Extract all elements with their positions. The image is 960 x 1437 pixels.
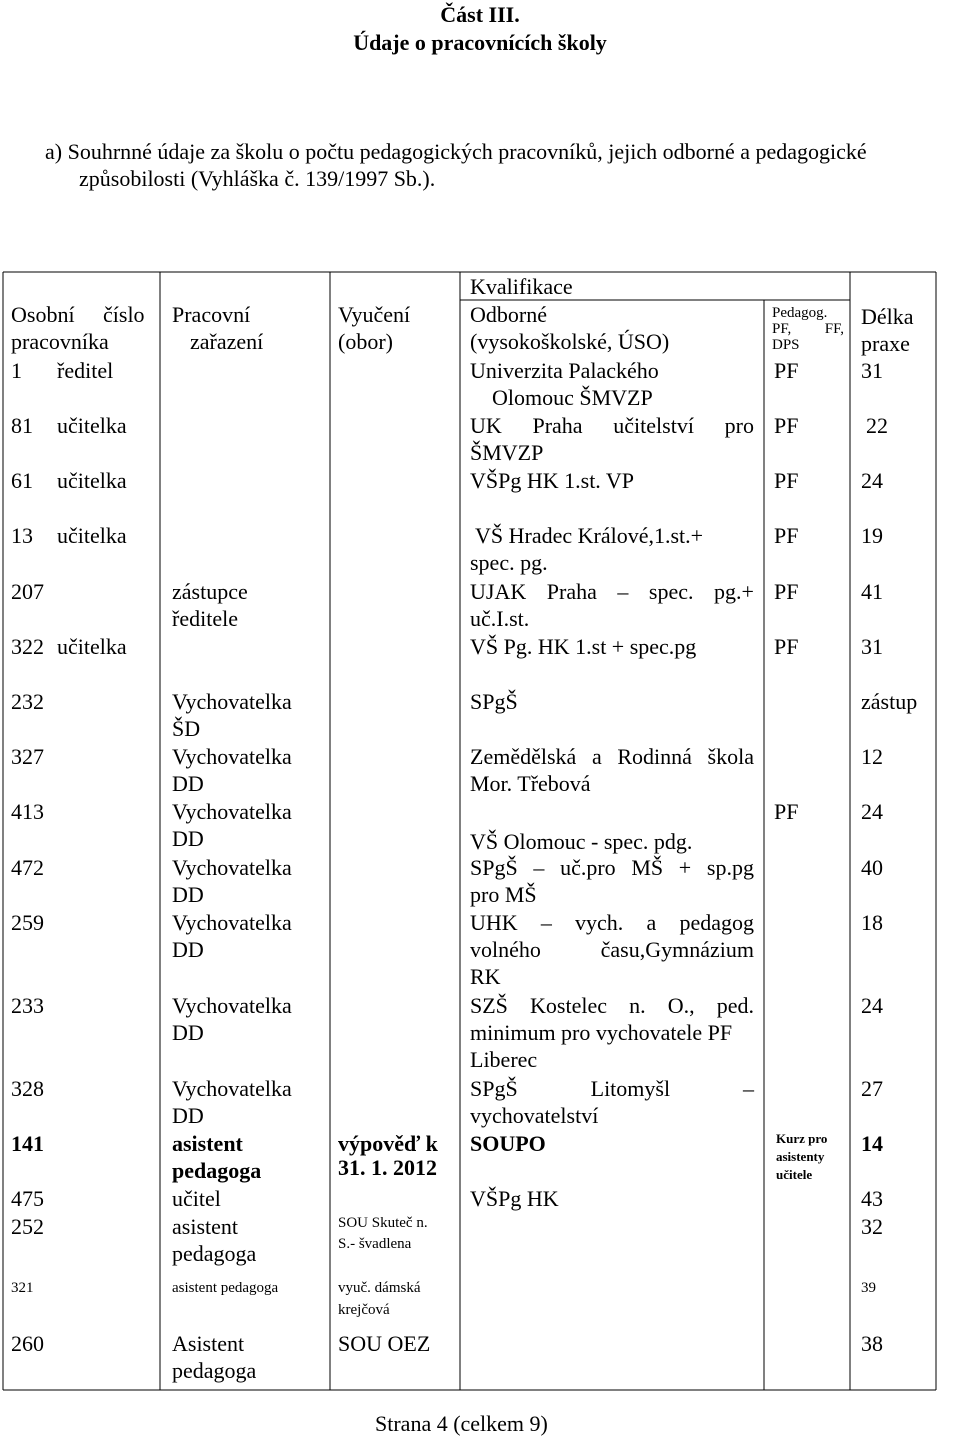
row6-number: 322 [11, 634, 44, 659]
row11-role-1: Vychovatelka [172, 910, 292, 935]
row9-number: 413 [11, 799, 44, 824]
row5-role-1: zástupce [172, 579, 248, 604]
row4-praxe: 19 [861, 523, 883, 548]
row3-role: učitelka [57, 468, 127, 493]
row18-role-1: Asistent [172, 1331, 245, 1356]
row16-role-1: asistent [172, 1214, 238, 1239]
row16-number: 252 [11, 1214, 44, 1239]
row10-odborne-1f: sp.pg [706, 855, 754, 880]
row14-pedagog-3: učitele [776, 1167, 813, 1182]
row14-vyuceni-1: výpověď k [338, 1131, 438, 1156]
header-vyuceni: Vyučení [338, 302, 411, 327]
row13-odborne-1b: Litomyšl [590, 1076, 671, 1101]
row5-odborne-2: uč.I.st. [470, 606, 530, 631]
row8-role-2: DD [172, 771, 204, 796]
row6-role: učitelka [57, 634, 127, 659]
row11-odborne-1d: a [646, 910, 657, 935]
header-dps: DPS [772, 337, 800, 353]
row16-role-2: pedagoga [172, 1241, 257, 1266]
row4-odborne-2: spec. pg. [470, 550, 548, 575]
row4-role: učitelka [57, 523, 127, 548]
row1-praxe: 31 [861, 358, 883, 383]
row11-odborne-2 [470, 936, 754, 963]
row5-pedagog: PF [774, 579, 799, 604]
row10-role-2: DD [172, 882, 204, 907]
row5-odborne-1d: spec. [648, 579, 694, 604]
row14-role-2: pedagoga [172, 1158, 262, 1183]
row11-odborne-1 [470, 909, 754, 936]
row11-odborne-2a: volného [470, 937, 541, 962]
row5-odborne-1 [470, 578, 754, 605]
header-vysokoskolske: (vysokoškolské, ÚSO) [470, 329, 670, 354]
row5-odborne-1b: Praha [546, 579, 597, 604]
row18-praxe: 38 [861, 1331, 883, 1356]
row3-pedagog: PF [774, 468, 799, 493]
row9-praxe: 24 [861, 799, 883, 824]
row2-odborne-1c: učitelství [613, 413, 694, 438]
row9-pedagog: PF [774, 799, 799, 824]
row14-pedagog-1: Kurz pro [776, 1131, 828, 1146]
row2-pedagog: PF [774, 413, 799, 438]
row15-praxe: 43 [861, 1186, 883, 1211]
row18-number: 260 [11, 1331, 44, 1356]
page-number: Strana 4 (celkem 9) [375, 1411, 548, 1436]
row7-odborne: SPgŠ [470, 689, 518, 714]
row13-odborne-1c: – [742, 1076, 754, 1101]
row2-number: 81 [11, 413, 33, 438]
intro-line-2: způsobilosti (Vyhláška č. 139/1997 Sb.). [79, 166, 436, 191]
row6-pedagog: PF [774, 634, 799, 659]
row14-role-1: asistent [172, 1131, 243, 1156]
row4-number: 13 [11, 523, 33, 548]
row3-number: 61 [11, 468, 33, 493]
header-obor: (obor) [338, 329, 393, 354]
row9-odborne: VŠ Olomouc - spec. pdg. [470, 829, 693, 854]
row15-odborne: VŠPg HK [470, 1186, 559, 1211]
row3-praxe: 24 [861, 468, 883, 493]
intro-line-1: a) Souhrnné údaje za školu o počtu pedagogických pracovníků, jejich odborné a pedagogické [45, 139, 867, 164]
header-cislo: číslo [103, 302, 145, 327]
row7-praxe: zástup [861, 689, 918, 714]
row16-vyuceni-1: SOU Skuteč n. [338, 1215, 428, 1231]
row1-pedagog: PF [774, 358, 799, 383]
row10-role-1: Vychovatelka [172, 855, 292, 880]
row12-odborne-1b: Kostelec [530, 993, 607, 1018]
row8-odborne-1b: a [591, 744, 602, 769]
row12-role-2: DD [172, 1020, 204, 1045]
row16-vyuceni-2: S.- švadlena [338, 1236, 412, 1252]
header-delka: Délka [861, 304, 914, 329]
row4-pedagog: PF [774, 523, 799, 548]
header-pracovnika: pracovníka [11, 329, 109, 354]
row12-odborne-1d: O., [667, 993, 695, 1018]
row17-praxe: 39 [861, 1280, 876, 1296]
row8-odborne-1c: Rodinná [617, 744, 692, 769]
row2-role: učitelka [57, 413, 127, 438]
row10-odborne-1e: + [678, 855, 692, 880]
page-title: Údaje o pracovnících školy [353, 30, 607, 55]
row12-odborne-1 [470, 992, 754, 1019]
row10-odborne-1 [470, 854, 754, 881]
row8-role-1: Vychovatelka [172, 744, 292, 769]
header-praxe: praxe [861, 331, 910, 356]
header-kvalifikace: Kvalifikace [470, 274, 573, 299]
row11-odborne-3: RK [470, 964, 501, 989]
row10-odborne-2: pro MŠ [470, 882, 537, 907]
row5-odborne-1c: – [617, 579, 629, 604]
row13-odborne-1a: SPgŠ [470, 1076, 518, 1101]
row16-praxe: 32 [861, 1214, 883, 1239]
row8-odborne-1d: škola [707, 744, 754, 769]
row18-role-2: pedagoga [172, 1358, 257, 1383]
row12-praxe: 24 [861, 993, 883, 1018]
row12-odborne-1e: ped. [716, 993, 754, 1018]
row14-pedagog-2: asistenty [776, 1149, 825, 1164]
row5-odborne-1a: UJAK [470, 579, 527, 604]
row7-role-2: ŠD [172, 716, 201, 741]
row10-praxe: 40 [861, 855, 883, 880]
row5-role-2: ředitele [172, 606, 238, 631]
row10-odborne-1b: – [533, 855, 545, 880]
row13-role-1: Vychovatelka [172, 1076, 292, 1101]
row12-role-1: Vychovatelka [172, 993, 292, 1018]
row2-odborne-1 [470, 412, 754, 439]
row8-odborne-2: Mor. Třebová [470, 771, 591, 796]
row14-odborne: SOUPO [470, 1131, 546, 1156]
row5-praxe: 41 [861, 579, 883, 604]
row11-praxe: 18 [861, 910, 883, 935]
row9-role-2: DD [172, 826, 204, 851]
row14-number: 141 [11, 1131, 44, 1156]
header-zarazeni: zařazení [190, 329, 264, 354]
row5-odborne-1e: pg.+ [714, 579, 754, 604]
header-osobni: Osobní [11, 302, 75, 327]
row4-odborne-1: VŠ Hradec Králové,1.st.+ [475, 523, 704, 548]
row8-odborne-1 [470, 743, 754, 770]
row15-role: učitel [172, 1186, 221, 1211]
row1-role: ředitel [57, 358, 114, 383]
row13-role-2: DD [172, 1103, 204, 1128]
header-pf: PF, [772, 321, 792, 337]
row8-praxe: 12 [861, 744, 883, 769]
row11-odborne-1b: – [540, 910, 552, 935]
row13-odborne-1 [470, 1075, 754, 1102]
row2-odborne-1a: UK [470, 413, 502, 438]
row15-number: 475 [11, 1186, 44, 1211]
row10-odborne-1c: uč.pro [560, 855, 616, 880]
row12-odborne-2: minimum pro vychovatele PF [470, 1020, 733, 1045]
row10-number: 472 [11, 855, 44, 880]
row7-role-1: Vychovatelka [172, 689, 292, 714]
row14-praxe: 14 [861, 1131, 883, 1156]
part-title: Část III. [440, 2, 520, 27]
row12-odborne-1c: n. [629, 993, 646, 1018]
row3-odborne: VŠPg HK 1.st. VP [470, 468, 635, 493]
row11-odborne-2b: času,Gymnázium [600, 937, 754, 962]
row13-number: 328 [11, 1076, 44, 1101]
row12-odborne-3: Liberec [470, 1047, 538, 1072]
row10-odborne-1d: MŠ [631, 855, 664, 880]
row2-praxe: 22 [866, 413, 888, 438]
row6-praxe: 31 [861, 634, 883, 659]
row2-odborne-1b: Praha [532, 413, 583, 438]
row1-number: 1 [11, 358, 22, 383]
row18-vyuceni: SOU OEZ [338, 1331, 431, 1356]
row17-role: asistent pedagoga [172, 1280, 279, 1296]
row12-odborne-1a: SZŠ [470, 993, 508, 1018]
row17-vyuceni-2: krejčová [338, 1302, 390, 1318]
row9-role-1: Vychovatelka [172, 799, 292, 824]
row11-number: 259 [11, 910, 44, 935]
row8-odborne-1a: Zemědělská [470, 744, 577, 769]
row14-vyuceni-2: 31. 1. 2012 [338, 1155, 437, 1180]
row5-number: 207 [11, 579, 44, 604]
row2-odborne-2: ŠMVZP [470, 440, 544, 465]
row2-odborne-1d: pro [724, 413, 754, 438]
row8-number: 327 [11, 744, 44, 769]
row17-vyuceni-1: vyuč. dámská [338, 1280, 421, 1296]
row17-number: 321 [11, 1280, 34, 1296]
row11-odborne-1c: vych. [575, 910, 624, 935]
row11-odborne-1e: pedagog [679, 910, 754, 935]
row6-odborne: VŠ Pg. HK 1.st + spec.pg [470, 634, 697, 659]
row1-odborne-1: Univerzita Palackého [470, 358, 659, 383]
row1-odborne-2: Olomouc ŠMVZP [492, 385, 653, 410]
header-odborne: Odborné [470, 302, 547, 327]
row10-odborne-1a: SPgŠ [470, 855, 518, 880]
header-ff: FF, [824, 321, 844, 337]
row11-role-2: DD [172, 937, 204, 962]
row11-odborne-1a: UHK [470, 910, 518, 935]
row7-number: 232 [11, 689, 44, 714]
row12-number: 233 [11, 993, 44, 1018]
row13-odborne-2: vychovatelství [470, 1103, 599, 1128]
header-pracovni: Pracovní [172, 302, 251, 327]
header-pedagog: Pedagog. [772, 305, 828, 321]
row13-praxe: 27 [861, 1076, 883, 1101]
